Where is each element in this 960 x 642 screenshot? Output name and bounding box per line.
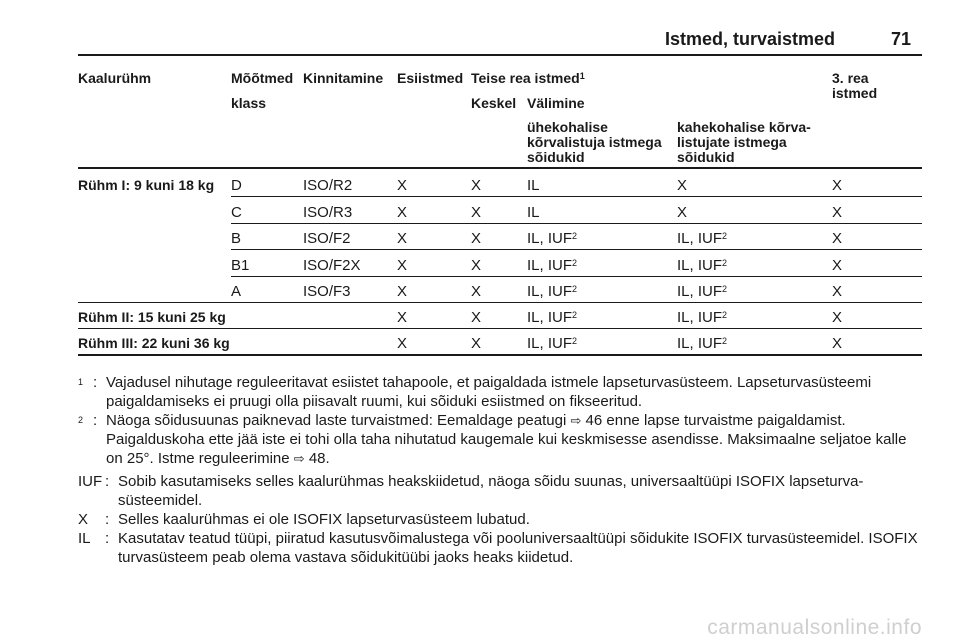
row-outer-single-note: 2 [572, 258, 578, 268]
row-outer-double-value: X [677, 177, 688, 194]
row-outer-single-note: 2 [572, 336, 578, 346]
row-group-label: Rühm III: 22 kuni 36 kg [78, 335, 230, 351]
footnote-mark: 2 [78, 415, 84, 425]
row-center: X [471, 204, 482, 221]
footnote-2 [78, 411, 924, 468]
legend-separator: : [105, 530, 110, 547]
col-outer-double [677, 120, 811, 165]
row-rule [231, 196, 922, 197]
row-third: X [832, 177, 843, 194]
col-size-class [231, 71, 293, 111]
footnote-separator: : [93, 374, 98, 391]
row-outer-single-value: IL [527, 204, 540, 221]
running-header-title: Istmed, turvaistmed [665, 29, 836, 49]
col-outer: Välimine [527, 95, 585, 111]
row-outer-single [527, 283, 577, 300]
legend-text: Sobib kasutamiseks selles kaalurühmas heakskiidetud, näoga sõidu suunas, universaaltüüpi ISOFIX lapseturvasüsteemidel. [118, 473, 864, 509]
row-outer-double [677, 204, 687, 221]
row-outer-single-value: IL, IUF [527, 309, 573, 326]
row-size: B1 [231, 257, 250, 274]
legend-item-il [78, 529, 924, 567]
col-outer-single-line2: kõrvalistuja istmega [527, 134, 662, 150]
page-ref-arrow-icon: ⇨ [293, 451, 305, 466]
row-outer-single-value: IL, IUF [527, 283, 573, 300]
row-fixture: ISO/R2 [303, 177, 353, 194]
col-outer-double-line2: listujate istmega [677, 134, 787, 150]
legend-item-iuf [78, 472, 924, 510]
row-outer-single-note: 2 [572, 284, 578, 294]
row-rule [78, 302, 922, 303]
table-bottom-rule [78, 354, 922, 356]
row-outer-single [527, 309, 577, 326]
row-third: X [832, 204, 843, 221]
col-fixture: Kinnitamine [303, 70, 384, 86]
row-center: X [471, 177, 482, 194]
legend-separator: : [105, 473, 110, 490]
row-outer-double-value: IL, IUF [677, 335, 723, 352]
row-outer-double [677, 257, 727, 274]
row-outer-double [677, 230, 727, 247]
col-size-class-line2: klass [231, 95, 267, 111]
footnote-text-c: . [325, 450, 330, 467]
row-outer-single [527, 177, 540, 194]
row-third: X [832, 283, 843, 300]
col-outer-single-line3: sõidukid [527, 149, 585, 165]
col-third-row [832, 71, 877, 101]
col-second-row-label: Teise rea istmed [471, 70, 580, 86]
page-ref-link[interactable]: 46 [585, 412, 603, 429]
row-outer-double [677, 283, 727, 300]
col-outer-double-line3: sõidukid [677, 149, 735, 165]
col-weight-class: Kaalurühm [78, 70, 152, 86]
col-second-row [471, 71, 585, 86]
row-front: X [397, 230, 408, 247]
legend-key: X [78, 511, 89, 528]
row-rule [231, 223, 922, 224]
row-front: X [397, 283, 408, 300]
header-bottom-rule [78, 167, 922, 169]
row-front: X [397, 257, 408, 274]
row-outer-double-note: 2 [722, 258, 728, 268]
row-outer-double-note: 2 [722, 231, 728, 241]
row-outer-single [527, 230, 577, 247]
row-third: X [832, 257, 843, 274]
row-third: X [832, 230, 843, 247]
legend-text: Selles kaalurühmas ei ole ISOFIX lapseturvasüsteem lubatud. [118, 511, 530, 528]
col-center: Keskel [471, 95, 517, 111]
row-center: X [471, 309, 482, 326]
row-center: X [471, 335, 482, 352]
row-outer-single-value: IL, IUF [527, 230, 573, 247]
row-front: X [397, 204, 408, 221]
row-fixture: ISO/R3 [303, 204, 353, 221]
row-outer-double [677, 309, 727, 326]
row-outer-single-note: 2 [572, 231, 578, 241]
row-size: A [231, 283, 242, 300]
watermark: carmanualsonline.info [707, 616, 922, 639]
row-size: B [231, 230, 242, 247]
row-outer-double [677, 177, 687, 194]
col-third-row-line2: istmed [832, 85, 878, 101]
col-outer-double-line1: kahekohalise kõrva- [677, 119, 811, 135]
row-outer-double-value: IL, IUF [677, 309, 723, 326]
legend-key: IUF [78, 473, 103, 490]
row-rule [78, 328, 922, 329]
footnote-text: Vajadusel nihutage reguleeritavat esiistet tahapoole, et paigaldada istmele lapseturvasüsteem. Lapseturvasüsteemi paigaldamiseks ei pruugi olla piisavalt ruumi, kui sõiduki esiistmed on fikseeritud. [106, 374, 872, 410]
footnote-text-b: enne lapse turvaistme paigaldamist. Paigalduskoha ette jää iste ei tohi olla taha nihutatud kaugemale kui keskmisesse asendisse. Maksimaalne seljatoe kalle on 25°. Istme reguleerimine [106, 412, 907, 467]
row-outer-double-value: IL, IUF [677, 230, 723, 247]
row-outer-single [527, 257, 577, 274]
row-outer-single-note: 2 [572, 310, 578, 320]
row-rule [231, 249, 922, 250]
row-outer-single-value: IL, IUF [527, 257, 573, 274]
row-outer-double-value: IL, IUF [677, 257, 723, 274]
col-outer-single-line1: ühekohalise [527, 119, 608, 135]
col-third-row-line1: 3. rea [832, 70, 869, 86]
row-third: X [832, 335, 843, 352]
row-third: X [832, 309, 843, 326]
row-rule [231, 276, 922, 277]
row-group-label: Rühm I: 9 kuni 18 kg [78, 177, 215, 193]
row-fixture: ISO/F3 [303, 283, 351, 300]
row-outer-single [527, 204, 540, 221]
legend-key: IL [78, 530, 91, 547]
row-center: X [471, 230, 482, 247]
row-outer-double-value: X [677, 204, 688, 221]
row-outer-double-note: 2 [722, 310, 728, 320]
row-center: X [471, 257, 482, 274]
legend-text: Kasutatav teatud tüüpi, piiratud kasutusvõimalustega või pooluniversaaltüüpi sõidukite ISOFIX turvasüsteemidel. ISOFIX turvasüsteem peab olema vastava sõidukitüübi jaoks heaks kiidetud. [118, 530, 918, 566]
col-outer-single [527, 120, 662, 165]
row-outer-single [527, 335, 577, 352]
row-size: D [231, 177, 242, 194]
footnote-1 [78, 373, 924, 411]
page-ref-link[interactable]: 48 [308, 450, 326, 467]
legend [78, 472, 924, 567]
footnote-separator: : [93, 412, 98, 429]
row-front: X [397, 335, 408, 352]
row-outer-double-note: 2 [722, 284, 728, 294]
col-front-seat: Esiistmed [397, 70, 464, 86]
row-outer-single-value: IL, IUF [527, 335, 573, 352]
row-center: X [471, 283, 482, 300]
legend-item-x [78, 510, 924, 529]
legend-separator: : [105, 511, 110, 528]
row-fixture: ISO/F2 [303, 230, 351, 247]
page-ref-arrow-icon: ⇨ [570, 413, 582, 428]
row-outer-double [677, 335, 727, 352]
footnotes [78, 373, 924, 468]
header-rule [78, 54, 922, 56]
col-second-row-note: 1 [579, 71, 585, 81]
row-outer-single-value: IL [527, 177, 540, 194]
page-number: 71 [891, 29, 912, 49]
row-outer-double-note: 2 [722, 336, 728, 346]
footnote-text-a: Näoga sõidusuunas paiknevad laste turvaistmed: Eemaldage peatugi [106, 412, 571, 429]
row-front: X [397, 309, 408, 326]
footnote-mark: 1 [78, 377, 84, 387]
row-front: X [397, 177, 408, 194]
col-size-class-line1: Mõõtmed [231, 70, 294, 86]
row-size: C [231, 204, 242, 221]
row-outer-double-value: IL, IUF [677, 283, 723, 300]
row-group-label: Rühm II: 15 kuni 25 kg [78, 309, 226, 325]
row-fixture: ISO/F2X [303, 257, 361, 274]
